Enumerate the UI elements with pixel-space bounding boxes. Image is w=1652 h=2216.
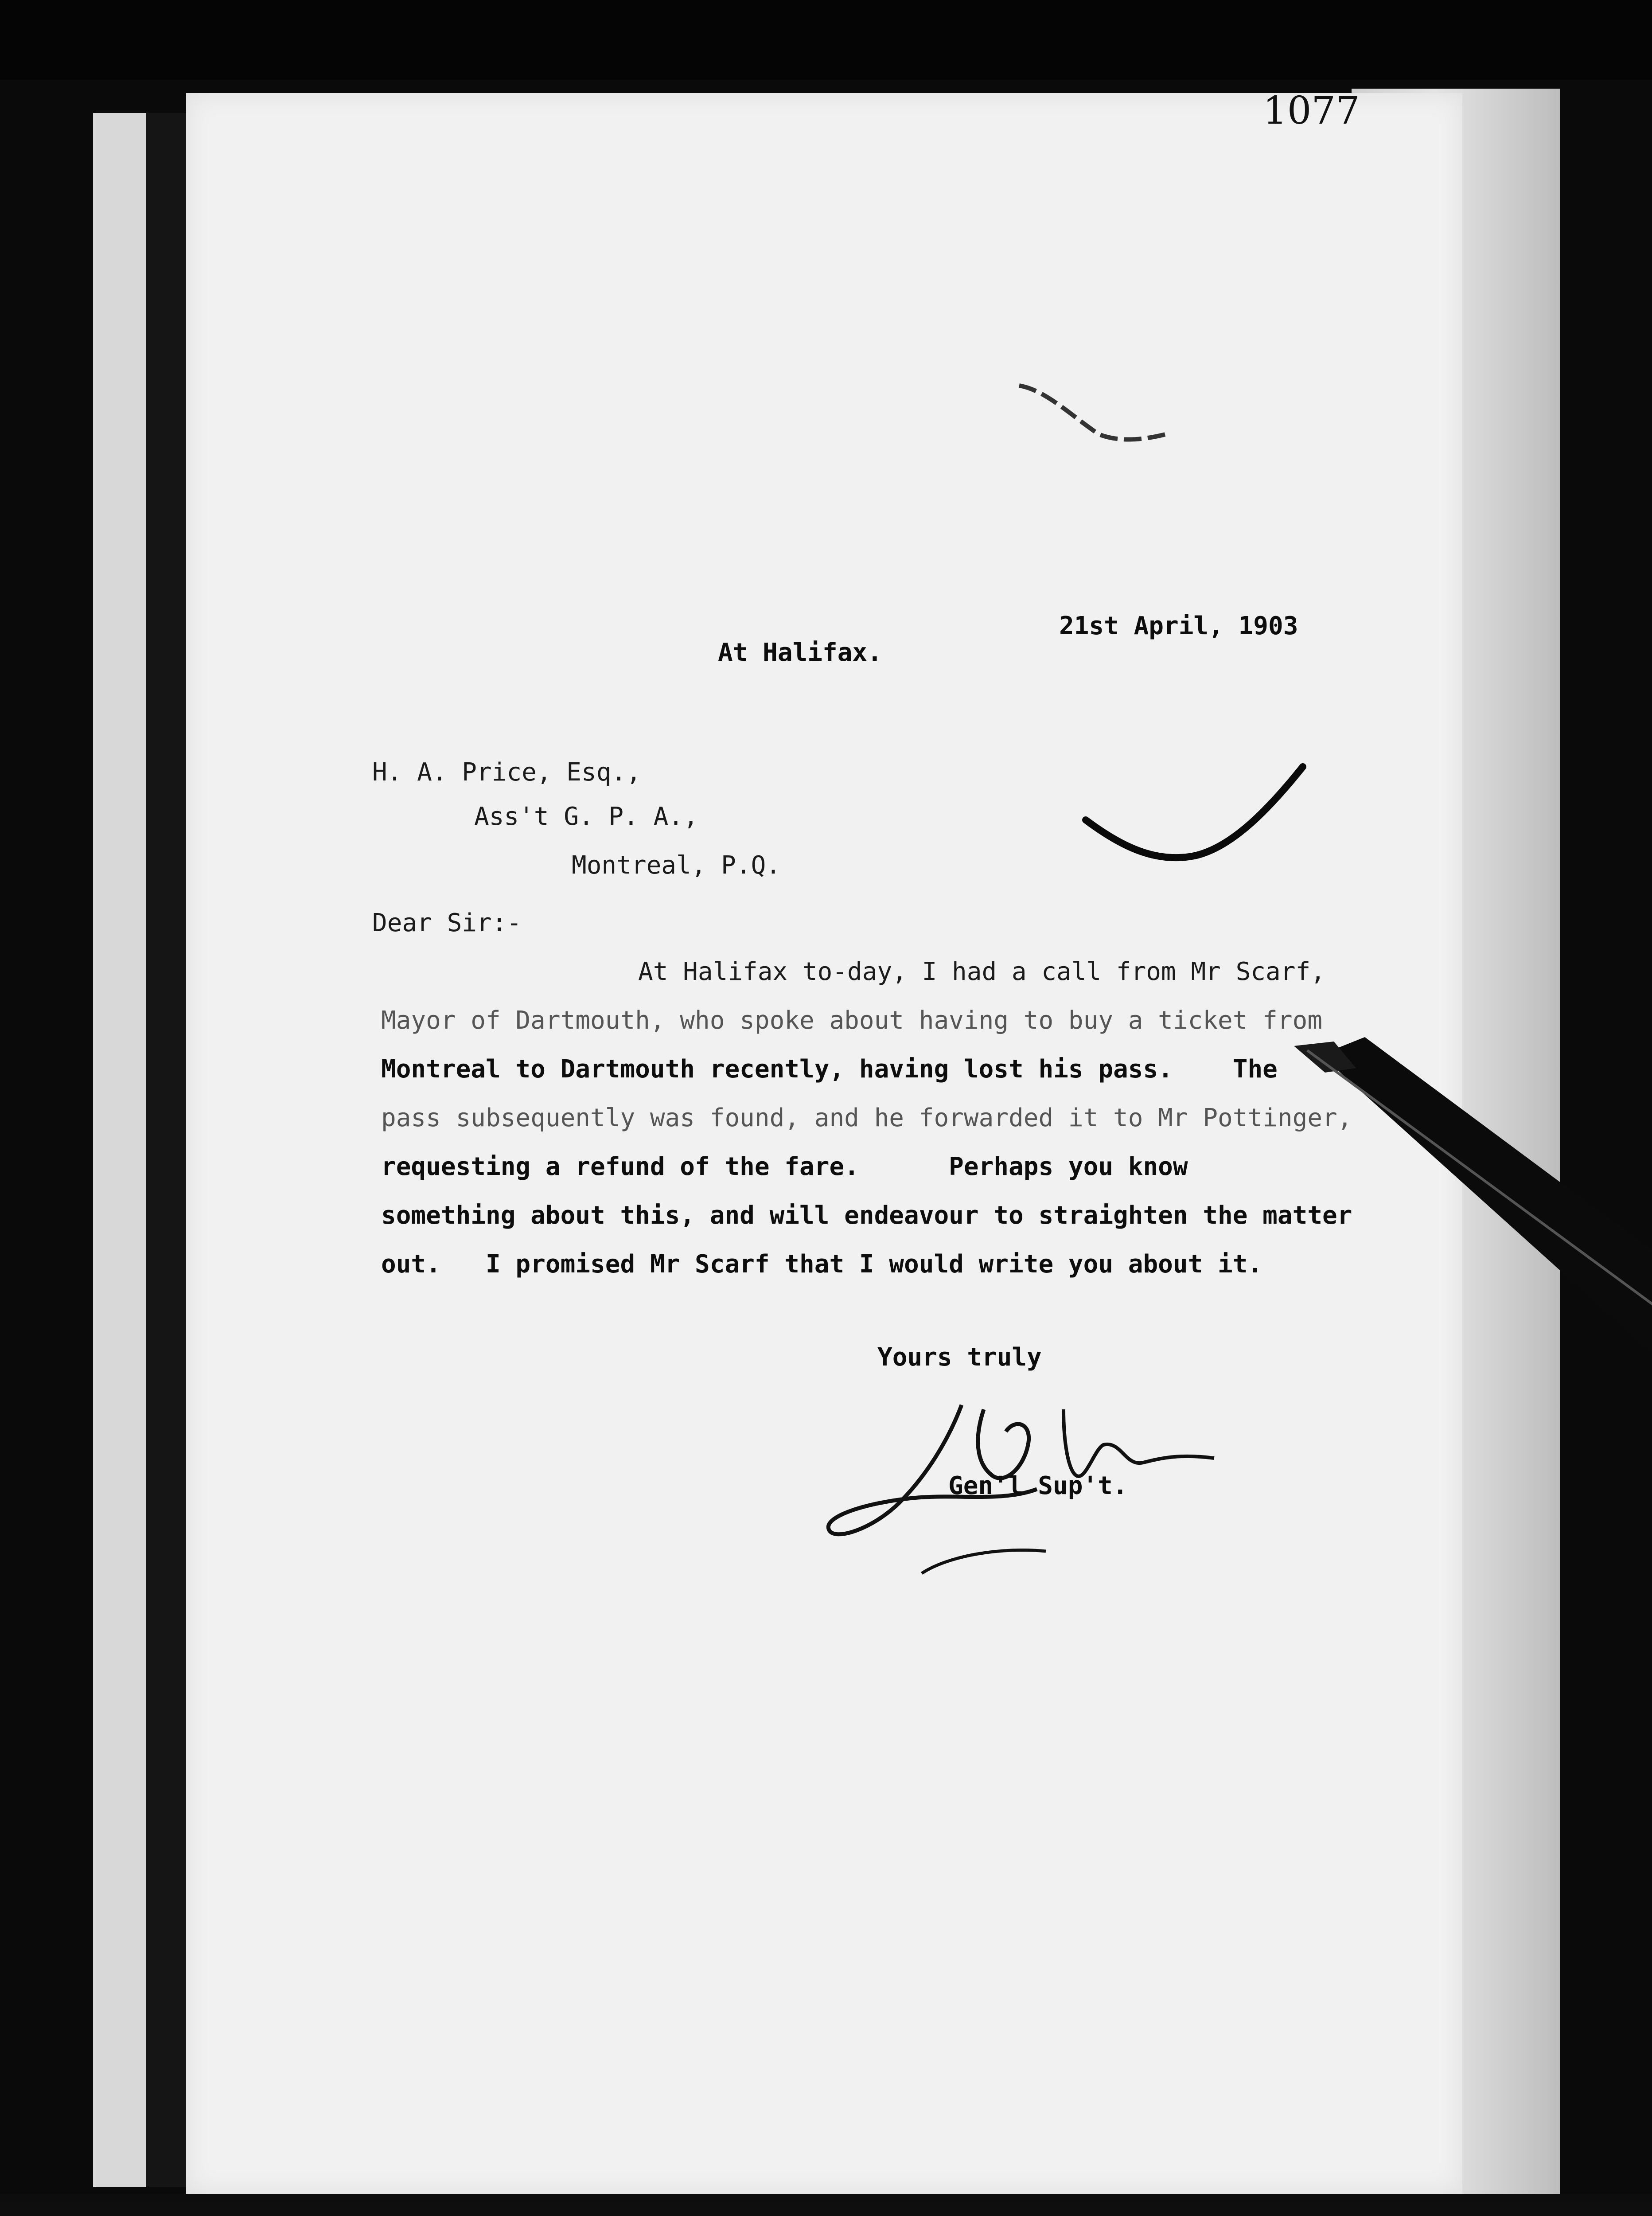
signer-title: Gen'l Sup't. bbox=[948, 1471, 1128, 1500]
body-line-1: At Halifax to-day, I had a call from Mr Scarf, bbox=[638, 957, 1325, 986]
fountain-pen-icon bbox=[1276, 1019, 1652, 1418]
body-line-4: pass subsequently was found, and he forwarded it to Mr Pottinger, bbox=[381, 1104, 1352, 1132]
binding-strip bbox=[93, 113, 146, 2187]
film-border-top bbox=[0, 0, 1652, 80]
salutation: Dear Sir:- bbox=[372, 909, 522, 937]
ink-smudge-mark bbox=[1010, 368, 1179, 448]
checkmark-icon bbox=[1081, 758, 1312, 873]
body-line-6: something about this, and will endeavour to straighten the matter bbox=[381, 1201, 1352, 1230]
recipient-city: Montreal, P.Q. bbox=[572, 851, 781, 880]
letter-date: 21st April, 1903 bbox=[1059, 612, 1298, 640]
film-background-lower bbox=[0, 2194, 1652, 2216]
recipient-name: H. A. Price, Esq., bbox=[372, 758, 641, 787]
page-number: 1077 bbox=[1263, 89, 1360, 133]
letter-location: At Halifax. bbox=[718, 638, 882, 667]
body-line-5: requesting a refund of the fare. Perhaps you know bbox=[381, 1152, 1188, 1181]
binding-shadow bbox=[146, 113, 186, 2187]
recipient-title: Ass't G. P. A., bbox=[474, 802, 698, 831]
body-line-7: out. I promised Mr Scarf that I would write you about it. bbox=[381, 1250, 1263, 1279]
letter-closing: Yours truly bbox=[877, 1343, 1042, 1372]
body-line-2: Mayor of Dartmouth, who spoke about having to buy a ticket from bbox=[381, 1006, 1323, 1035]
body-line-3: Montreal to Dartmouth recently, having lost his pass. The bbox=[381, 1055, 1278, 1084]
letter-page bbox=[186, 89, 1462, 2194]
